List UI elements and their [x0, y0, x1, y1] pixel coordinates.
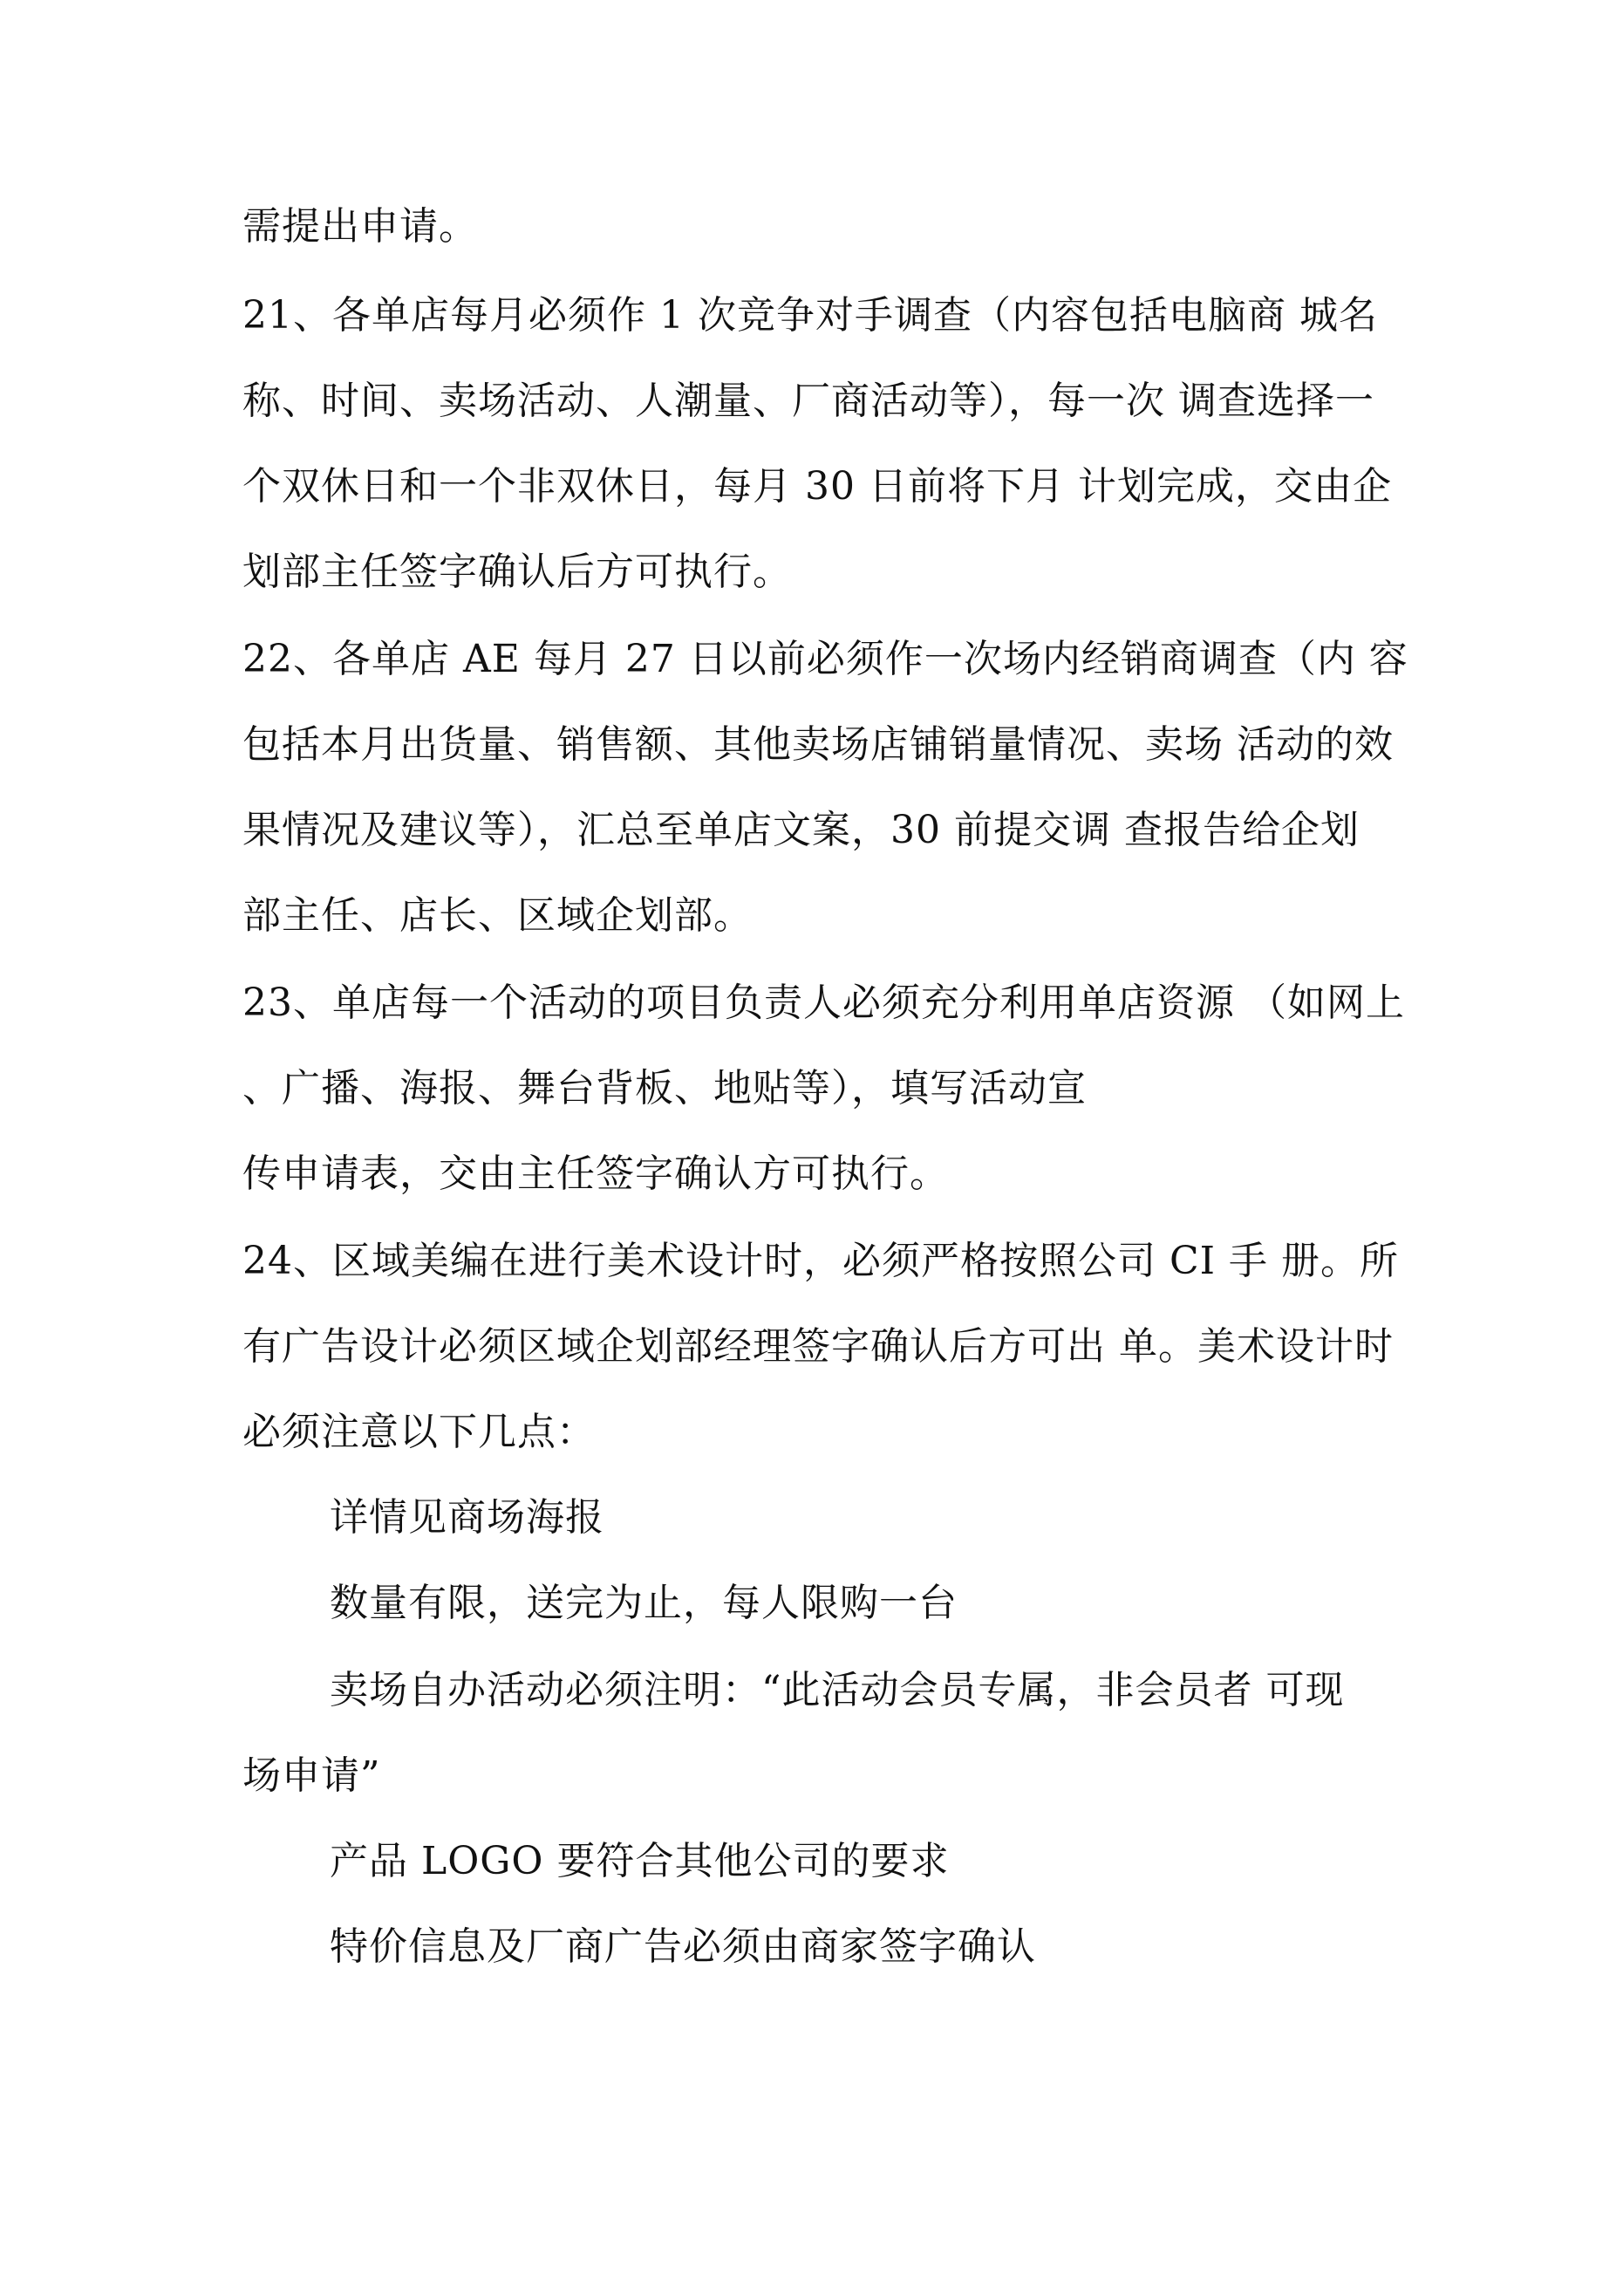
text-line: 称、时间、卖场活动、人潮量、厂商活动等），每一次 调查选择一	[242, 379, 1374, 423]
bullet-line: 产品 LOGO 要符合其他公司的要求	[330, 1839, 950, 1883]
text-line: 传申请表，交由主任签字确认方可执行。	[242, 1151, 949, 1196]
text-line: 、广播、海报、舞台背板、地贴等），填写活动宣	[242, 1066, 1087, 1110]
text-line: 场申请”	[242, 1753, 381, 1798]
text-line: 划部主任签字确认后方可执行。	[242, 550, 792, 594]
bullet-line: 特价信息及厂商广告必须由商家签字确认	[330, 1924, 1036, 1969]
text-line: 包括本月出货量、销售额、其他卖场店铺销量情况、卖场 活动的效	[242, 722, 1394, 767]
text-line: 部主任、店长、区域企划部。	[242, 893, 753, 938]
text-line: 22、各单店 AE 每月 27 日以前必须作一次场内经销商调查（内 容	[242, 637, 1408, 681]
text-line: 果情况及建议等），汇总至单店文案，30 前提交调 查报告给企划	[242, 808, 1360, 852]
text-line: 有广告设计必须区域企划部经理签字确认后方可出 单。美术设计时	[242, 1324, 1394, 1369]
text-line: 21、各单店每月必须作 1 次竞争对手调查（内容包括电脑商 城名	[242, 293, 1378, 338]
text-line: 需提出申请。	[242, 204, 478, 249]
text-line: 24、区域美编在进行美术设计时，必须严格按照公司 CI 手 册。所	[242, 1239, 1399, 1283]
text-line: 必须注意以下几点：	[242, 1410, 596, 1454]
bullet-line: 详情见商场海报	[330, 1495, 604, 1540]
bullet-line: 数量有限，送完为止，每人限购一台	[330, 1581, 958, 1625]
text-line: 23、单店每一个活动的项目负责人必须充分利用单店资源 （如网上	[242, 981, 1405, 1025]
bullet-line: 卖场自办活动必须注明：“此活动会员专属，非会员者 可现	[330, 1668, 1345, 1712]
text-line: 个双休日和一个非双休日，每月 30 日前将下月 计划完成，交由企	[242, 464, 1392, 509]
